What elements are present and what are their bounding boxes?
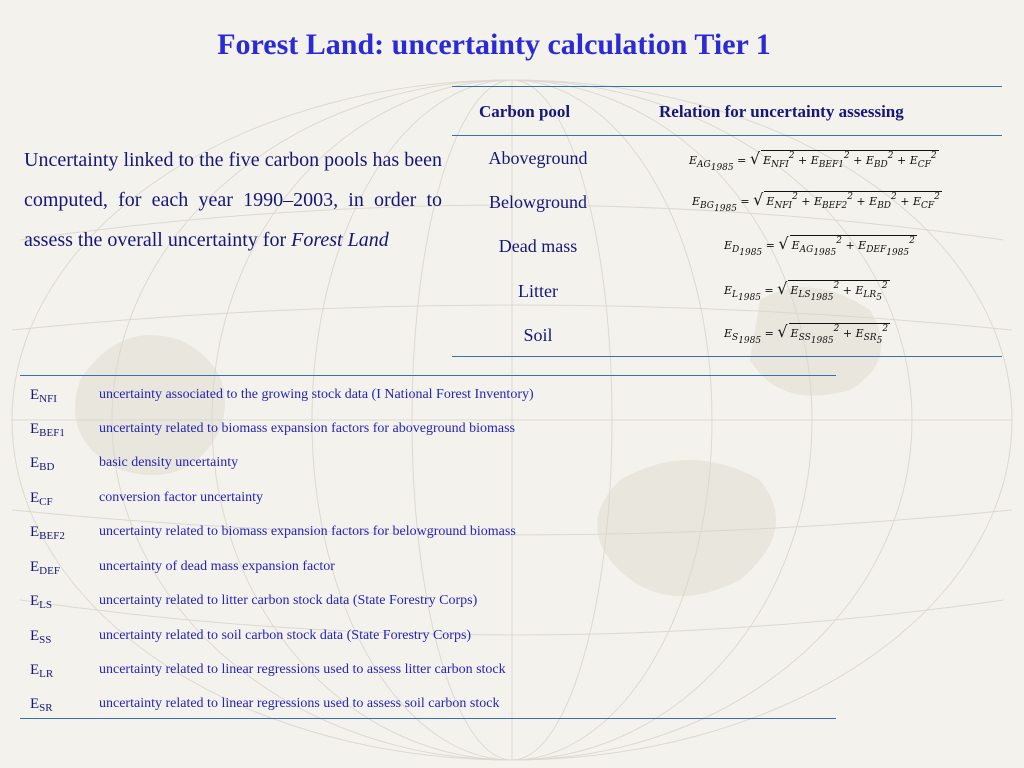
legend-symbol: $E_{DEF}$ xyxy=(30,559,60,577)
legend-description: uncertainty of dead mass expansion factor xyxy=(99,559,335,574)
legend-symbol: $E_{NFI}$ xyxy=(30,387,57,405)
legend-symbol: $E_{LS}$ xyxy=(30,593,53,611)
header-relation: Relation for uncertainty assessing xyxy=(659,102,904,121)
legend-bottom-rule xyxy=(20,718,836,719)
legend-description: uncertainty related to linear regressions used to assess soil carbon stock xyxy=(99,696,500,711)
legend-symbol: $E_{LR}$ xyxy=(30,662,54,680)
table-top-rule xyxy=(452,86,1002,87)
formula-soil: $E_{S_{1985}}$ = √ $E_{SS_{1985}}^2 + E_{SR_5}^2$ xyxy=(724,322,889,346)
table-header-rule xyxy=(452,135,1002,136)
legend-description: uncertainty related to biomass expansion factors for belowground biomass xyxy=(99,524,516,539)
legend-row xyxy=(20,447,836,481)
legend-description: uncertainty related to linear regressions used to assess litter carbon stock xyxy=(99,662,506,677)
formula-aboveground: $E_{AG_{1985}}$ = √ $E_{NFI}^2 + E_{BEF1}^2 + E_{BD}^2 + E_{CF}^2$ xyxy=(689,149,937,173)
formula-litter: $E_{L_{1985}}$ = √ $E_{LS_{1985}}^2 + E_{LR_5}^2$ xyxy=(724,279,888,303)
intro-paragraph xyxy=(24,140,442,260)
legend-row xyxy=(20,516,836,550)
pool-litter: Litter xyxy=(518,281,558,301)
legend-description: uncertainty associated to the growing stock data (I National Forest Inventory) xyxy=(99,387,534,402)
legend-row xyxy=(20,482,836,516)
legend-description: conversion factor uncertainty xyxy=(99,490,264,505)
pool-belowground: Belowground xyxy=(489,192,587,212)
legend-row xyxy=(20,379,836,413)
pool-dead-mass: Dead mass xyxy=(498,236,578,256)
legend-symbol: $E_{CF}$ xyxy=(30,490,53,508)
legend-description: basic density uncertainty xyxy=(99,455,239,470)
legend-row xyxy=(20,620,836,654)
legend-description: uncertainty related to soil carbon stock data (State Forestry Corps) xyxy=(99,628,472,643)
legend-symbol: $E_{BEF2}$ xyxy=(30,524,65,542)
legend-row xyxy=(20,688,836,722)
page-title: Forest Land: uncertainty calculation Tier 1 xyxy=(217,28,771,61)
intro-text: Uncertainty linked to the five carbon pools has been computed, for each year 1990–2003, in order to assess the overall uncertainty for xyxy=(24,149,442,251)
table-bottom-rule xyxy=(452,356,1002,357)
pool-aboveground: Aboveground xyxy=(488,148,588,168)
legend-row xyxy=(20,413,836,447)
legend-symbol: $E_{SR}$ xyxy=(30,696,53,714)
formula-dead-mass: $E_{D_{1985}}$ = √ $E_{AG_{1985}}^2 + E_{DEF_{1985}}^2$ xyxy=(724,234,915,258)
legend-top-rule xyxy=(20,375,836,376)
pool-soil: Soil xyxy=(523,325,553,345)
legend-symbol: $E_{BEF1}$ xyxy=(30,421,65,439)
legend-symbol: $E_{SS}$ xyxy=(30,628,52,646)
formula-belowground: $E_{BG_{1985}}$ = √ $E_{NFI}^2 + E_{BEF2}^2 + E_{BD}^2 + E_{CF}^2$ xyxy=(692,190,940,214)
header-carbon-pool: Carbon pool xyxy=(479,102,571,121)
legend-row xyxy=(20,654,836,688)
legend-row xyxy=(20,551,836,585)
legend-description: uncertainty related to biomass expansion factors for aboveground biomass xyxy=(99,421,515,436)
legend-row xyxy=(20,585,836,619)
legend-symbol: $E_{BD}$ xyxy=(30,455,55,473)
intro-emphasis: Forest Land xyxy=(291,229,389,251)
legend-description: uncertainty related to litter carbon stock data (State Forestry Corps) xyxy=(99,593,478,608)
